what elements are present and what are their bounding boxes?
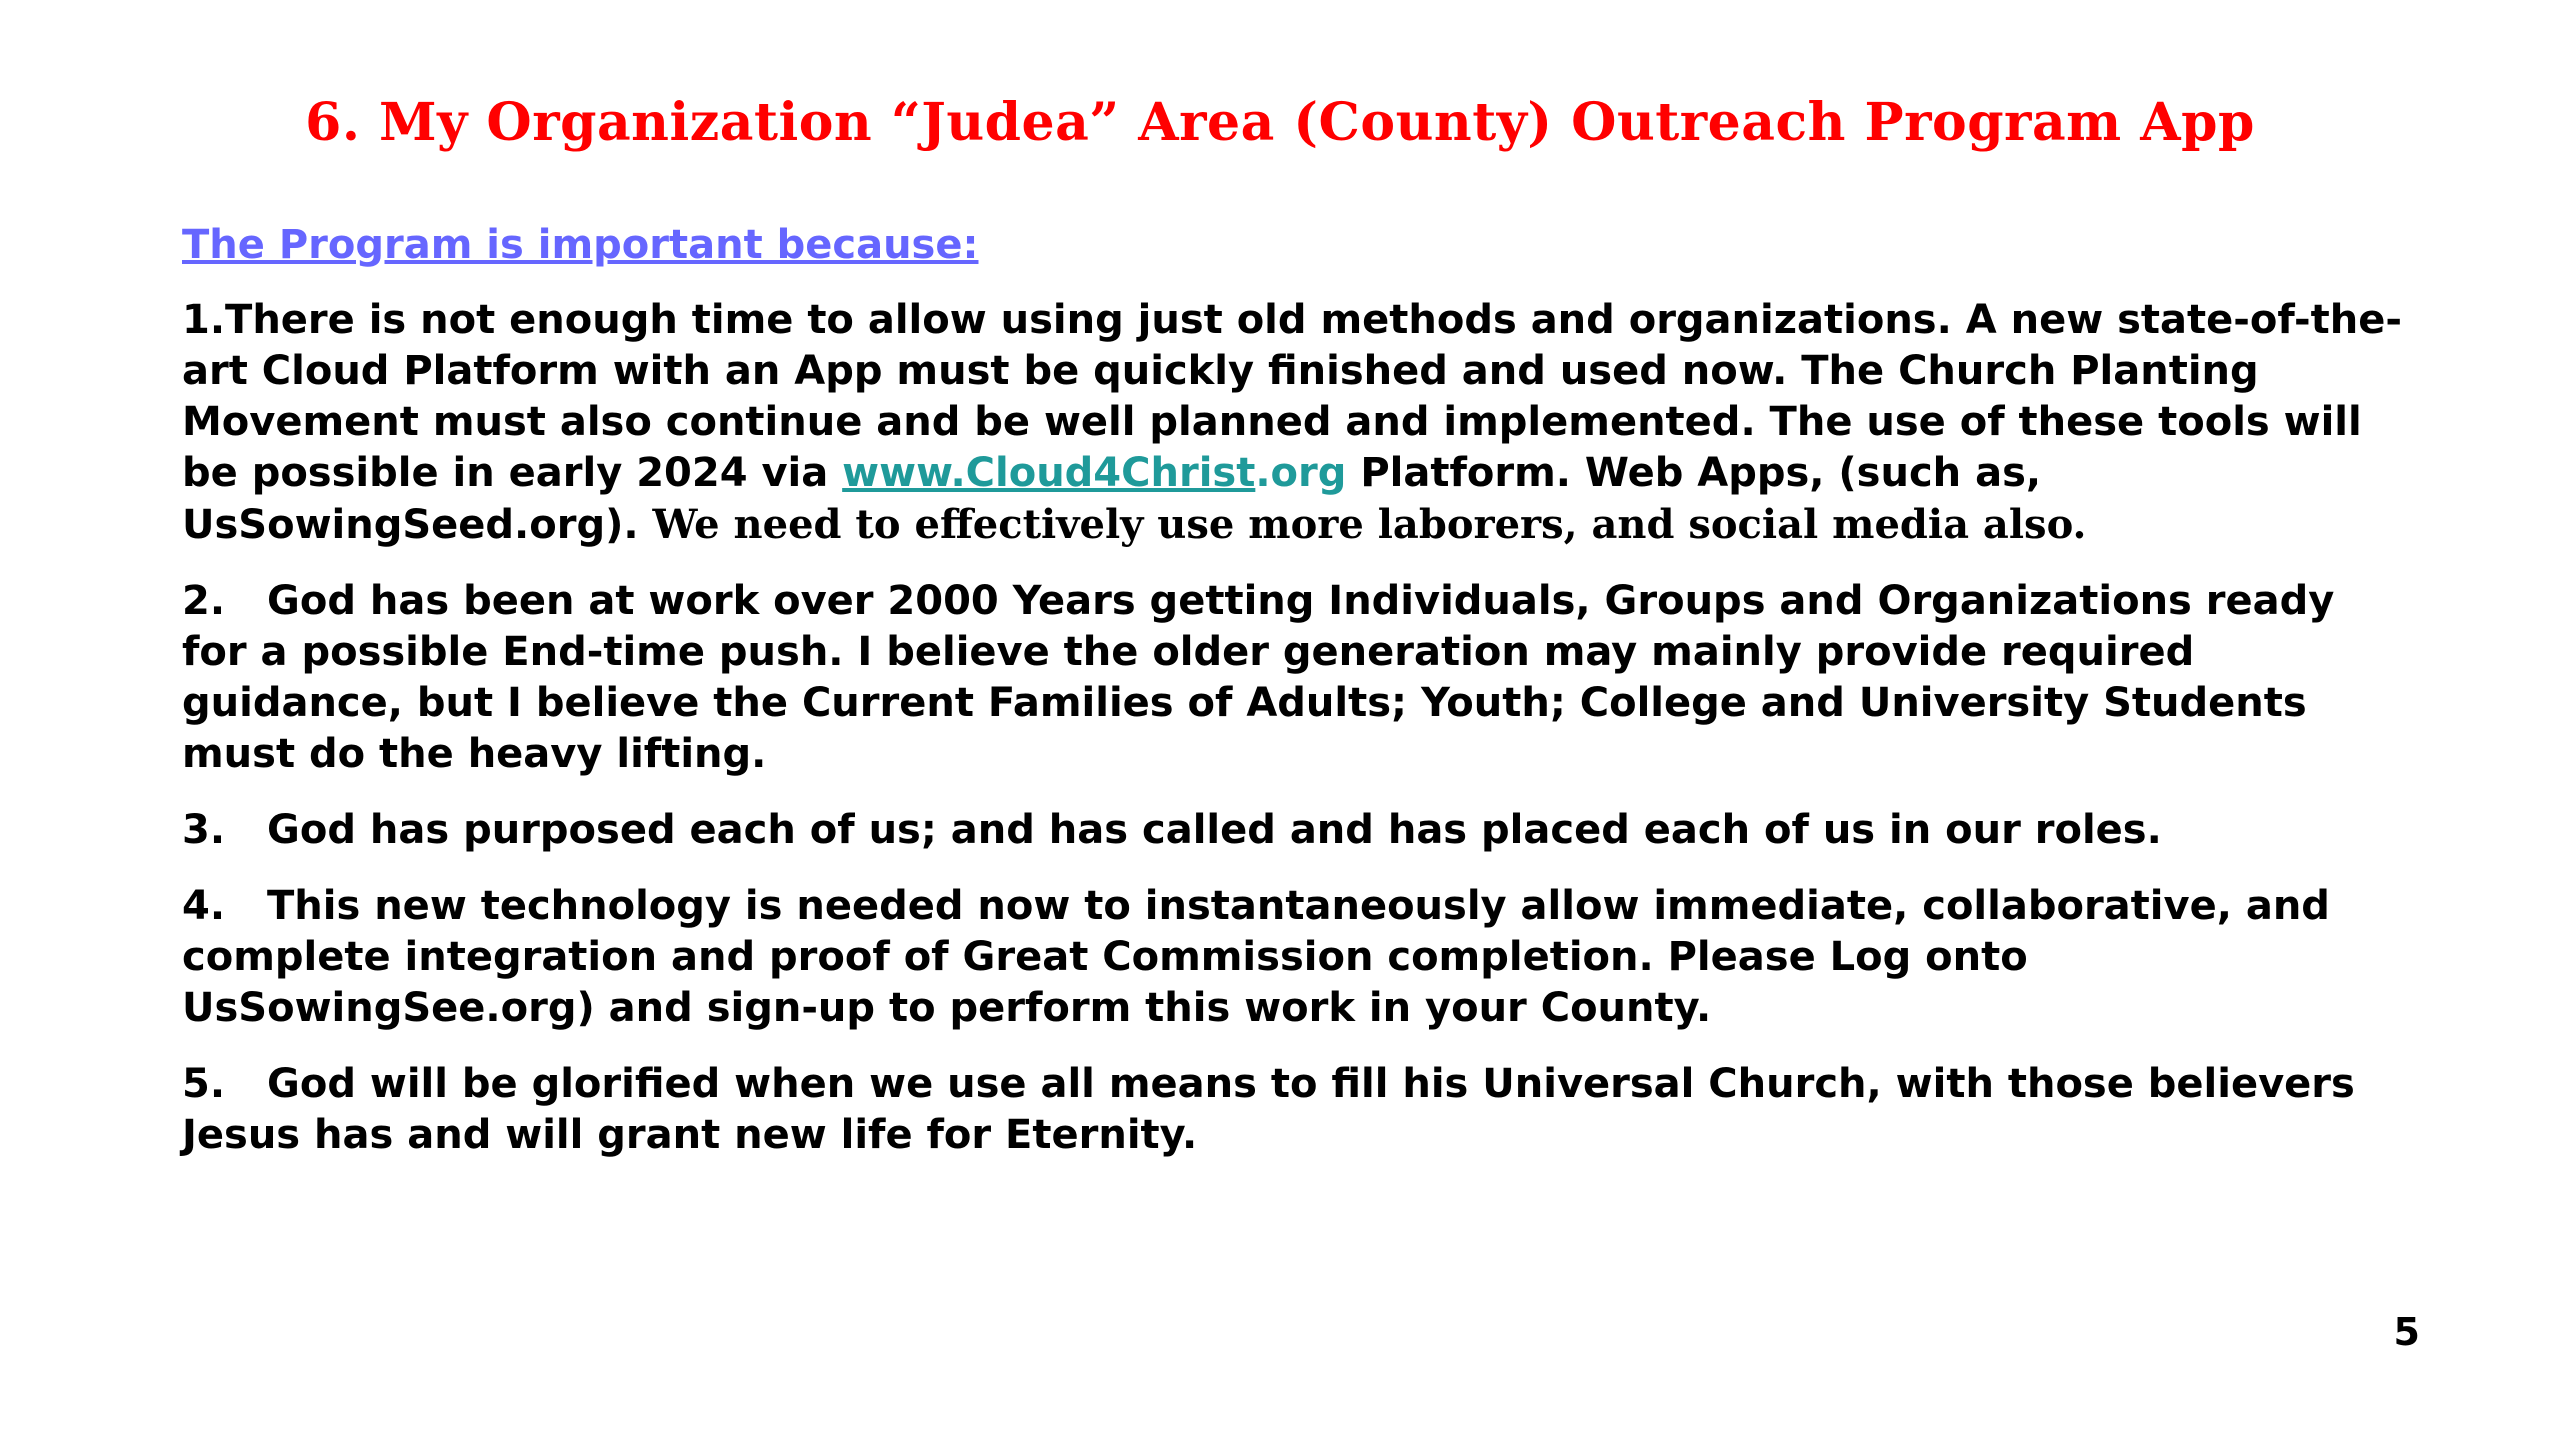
cloud4christ-link-text: www.Cloud4Christ xyxy=(842,450,1256,496)
list-item-5 xyxy=(182,1059,2412,1161)
list-item-4 xyxy=(182,881,2412,1034)
list-item-1 xyxy=(182,295,2412,551)
list-item-2 xyxy=(182,576,2412,780)
cloud4christ-link[interactable] xyxy=(842,450,1346,496)
item-5-number: 5. xyxy=(182,1061,226,1107)
item-2-text: God has been at work over 2000 Years getting Individuals, Groups and Organizations ready for a possible End-time push. I believe the older generation may mainly provide required guidance, but I believe the Current Families of Adults; Youth; College and University Students must do the heavy lifting. xyxy=(182,578,2335,777)
section-heading: The Program is important because: xyxy=(182,222,979,268)
item-4-text: This new technology is needed now to instantaneously allow immediate, collaborative, and complete integration and proof of Great Commission completion. Please Log onto UsSowingSee.org) and sign-up to perform this work in your County. xyxy=(182,883,2330,1031)
cloud4christ-link-suffix: .org xyxy=(1255,450,1347,496)
item-2-number: 2. xyxy=(182,578,226,624)
item-5-text: God will be glorified when we use all means to fill his Universal Church, with those believers Jesus has and will grant new life for Eternity. xyxy=(182,1061,2355,1158)
slide-body xyxy=(182,220,2412,1186)
item-1-text: 1.There is not enough time to allow using just old methods and organizations. A new state-of-the-art Cloud Platform with an App must be quickly finished and used now. The Church Planting Movement must also continue and be well planned and implemented. The use of these tools will be possible in early 2024 via xyxy=(182,297,2402,496)
item-1-serif-text: We need to effectively use more laborers, and social media also. xyxy=(652,501,2087,548)
list-item-3 xyxy=(182,805,2412,856)
item-3-text: God has purposed each of us; and has called and has placed each of us in our roles. xyxy=(267,807,2162,853)
slide-title: 6. My Organization “Judea” Area (County) Outreach Program App xyxy=(305,92,2255,153)
item-3-number: 3. xyxy=(182,807,226,853)
item-4-number: 4. xyxy=(182,883,226,929)
item-1-text-continued: Platform. Web Apps, (such as, UsSowingSeed.org). xyxy=(182,450,2042,548)
page-number: 5 xyxy=(2393,1310,2420,1354)
